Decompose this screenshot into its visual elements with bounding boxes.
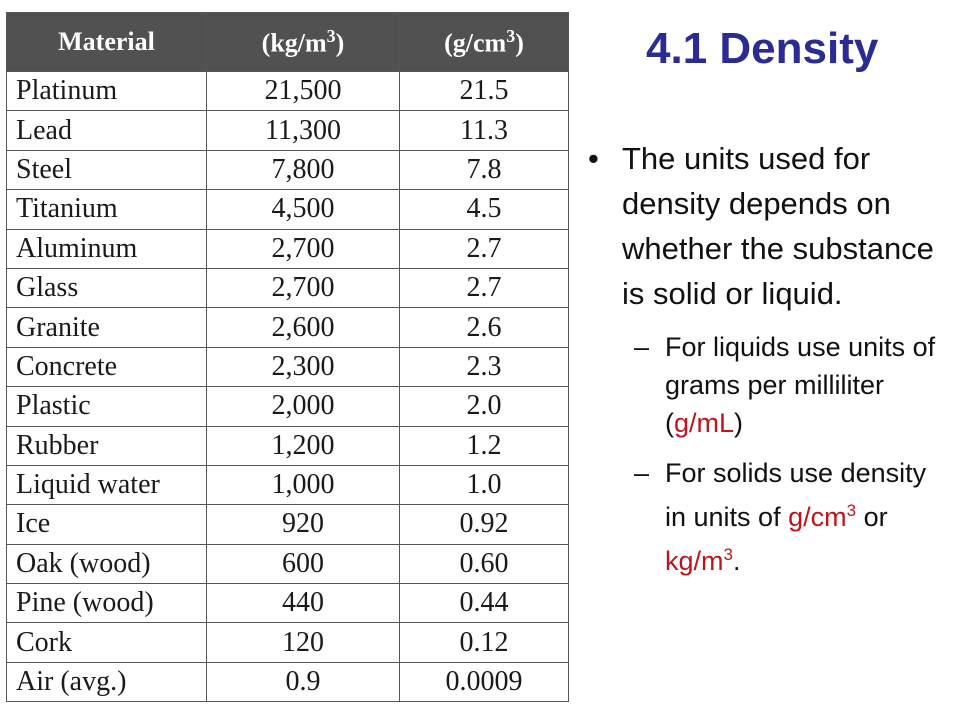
table-row xyxy=(7,544,569,583)
cell-kg-per-m3: 2,700 xyxy=(207,229,400,268)
unit-g-per-ml: g/mL xyxy=(674,408,735,438)
table-row xyxy=(7,229,569,268)
cell-kg-per-m3: 7,800 xyxy=(207,150,400,189)
cell-kg-per-m3: 920 xyxy=(207,505,400,544)
cell-kg-per-m3: 4,500 xyxy=(207,190,400,229)
cell-g-per-cm3: 0.0009 xyxy=(400,662,569,701)
cell-kg-per-m3: 2,700 xyxy=(207,268,400,307)
cell-kg-per-m3: 21,500 xyxy=(207,72,400,111)
cell-g-per-cm3: 2.7 xyxy=(400,268,569,307)
cell-g-per-cm3: 1.2 xyxy=(400,426,569,465)
sub-bullet-dash: – xyxy=(634,458,650,488)
cell-material: Rubber xyxy=(7,426,207,465)
cell-kg-per-m3: 440 xyxy=(207,584,400,623)
cell-material: Liquid water xyxy=(7,465,207,504)
cell-g-per-cm3: 2.6 xyxy=(400,308,569,347)
header-material: Material xyxy=(7,13,207,72)
cell-g-per-cm3: 1.0 xyxy=(400,465,569,504)
cell-g-per-cm3: 2.7 xyxy=(400,229,569,268)
sub-bullet-liquids xyxy=(634,328,948,442)
sub-bullet-solids xyxy=(634,454,948,580)
cell-material: Pine (wood) xyxy=(7,584,207,623)
header-kg-per-m3: $(kg/m^3)$ xyxy=(207,13,400,72)
cell-g-per-cm3: 4.5 xyxy=(400,190,569,229)
cell-material: Steel xyxy=(7,150,207,189)
cell-kg-per-m3: 120 xyxy=(207,623,400,662)
cell-kg-per-m3: 1,000 xyxy=(207,465,400,504)
cell-material: Air (avg.) xyxy=(7,662,207,701)
cell-material: Ice xyxy=(7,505,207,544)
table-row xyxy=(7,505,569,544)
cell-material: Titanium xyxy=(7,190,207,229)
sub-bullet-liquids-text: For liquids use units of grams per milliliter (g/mL) xyxy=(665,332,936,438)
sub-bullet-solids-text: For solids use density in units of $g/cm^3$ or $kg/m^3$. xyxy=(665,458,927,576)
cell-g-per-cm3: 2.0 xyxy=(400,387,569,426)
unit-kg-per-m3: $kg/m^3$ xyxy=(665,545,733,576)
cell-material: Platinum xyxy=(7,72,207,111)
cell-kg-per-m3: 0.9 xyxy=(207,662,400,701)
table-header-row xyxy=(7,13,569,72)
slide-title: 4.1 Density xyxy=(646,24,879,73)
cell-material: Oak (wood) xyxy=(7,544,207,583)
cell-g-per-cm3: 11.3 xyxy=(400,111,569,150)
table-row xyxy=(7,111,569,150)
table-row xyxy=(7,387,569,426)
cell-material: Cork xyxy=(7,623,207,662)
table-row xyxy=(7,150,569,189)
cell-kg-per-m3: 600 xyxy=(207,544,400,583)
cell-material: Granite xyxy=(7,308,207,347)
cell-material: Concrete xyxy=(7,347,207,386)
table-row xyxy=(7,584,569,623)
cell-kg-per-m3: 2,600 xyxy=(207,308,400,347)
cell-kg-per-m3: 2,000 xyxy=(207,387,400,426)
unit-g-per-cm3: $g/cm^3$ xyxy=(788,501,857,532)
cell-g-per-cm3: 21.5 xyxy=(400,72,569,111)
cell-material: Glass xyxy=(7,268,207,307)
table-row xyxy=(7,662,569,701)
table-row xyxy=(7,623,569,662)
table-row xyxy=(7,426,569,465)
table-row xyxy=(7,72,569,111)
main-bullet xyxy=(588,136,948,580)
cell-g-per-cm3: 0.60 xyxy=(400,544,569,583)
table-body xyxy=(7,72,569,702)
table-row xyxy=(7,465,569,504)
cell-g-per-cm3: 0.92 xyxy=(400,505,569,544)
table-row xyxy=(7,347,569,386)
density-table xyxy=(6,12,569,702)
cell-material: Aluminum xyxy=(7,229,207,268)
header-g-per-cm3: $(g/cm^3)$ xyxy=(400,13,569,72)
cell-kg-per-m3: 2,300 xyxy=(207,347,400,386)
cell-kg-per-m3: 11,300 xyxy=(207,111,400,150)
cell-material: Plastic xyxy=(7,387,207,426)
bullet-dot: • xyxy=(588,141,599,176)
table-row xyxy=(7,308,569,347)
cell-g-per-cm3: 0.44 xyxy=(400,584,569,623)
table-row xyxy=(7,268,569,307)
table-row xyxy=(7,190,569,229)
cell-kg-per-m3: 1,200 xyxy=(207,426,400,465)
cell-material: Lead xyxy=(7,111,207,150)
cell-g-per-cm3: 0.12 xyxy=(400,623,569,662)
cell-g-per-cm3: 7.8 xyxy=(400,150,569,189)
cell-g-per-cm3: 2.3 xyxy=(400,347,569,386)
sub-bullet-dash: – xyxy=(634,332,650,362)
main-bullet-text: The units used for density depends on whether the substance is solid or liquid. xyxy=(622,141,934,311)
